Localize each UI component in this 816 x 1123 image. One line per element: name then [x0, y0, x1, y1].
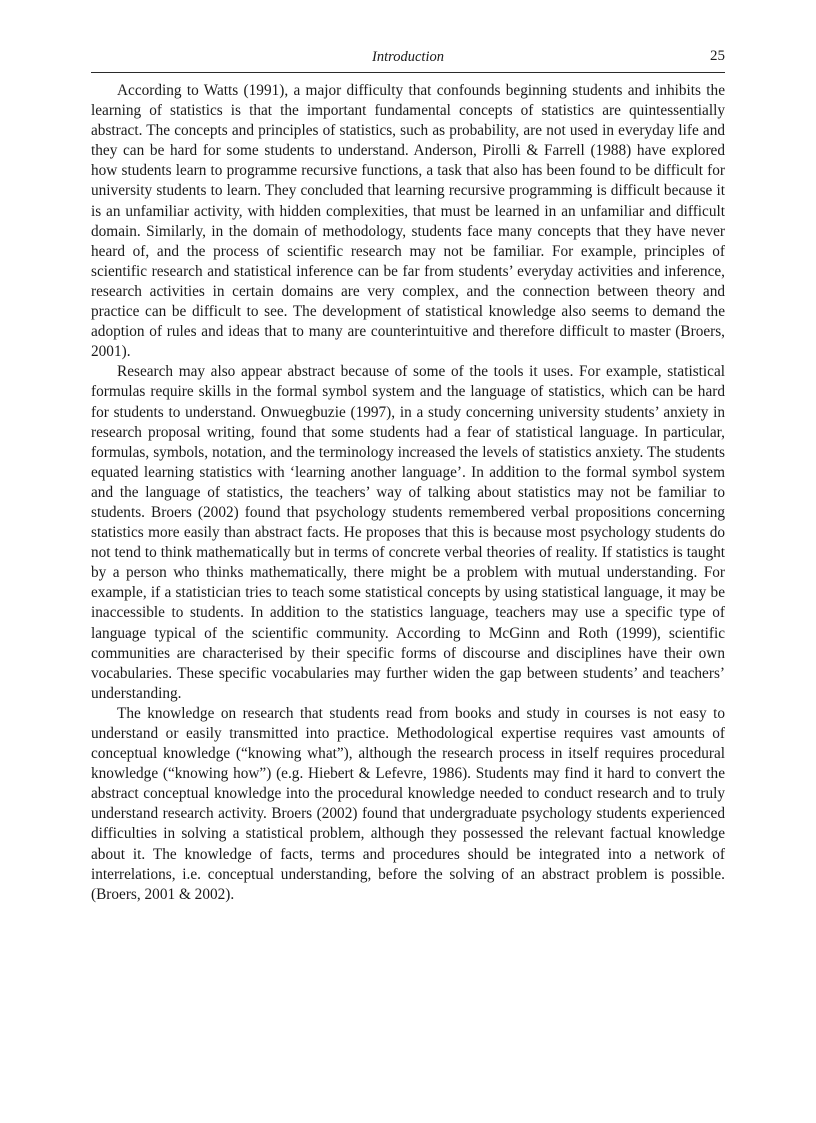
paragraph: Research may also appear abstract because of some of the tools it uses. For example, statistical formulas require skills in the formal symbol system and the language of statistics, which can be hard for students to understand. Onwuegbuzie (1997), in a study concerning university students’ anxiety in research proposal writing, found that some students had a fear of statistical language. In particular, formulas, symbols, notation, and the terminology increased the levels of statistics anxiety. The students equated learning statistics with ‘learning another language’. In addition to the formal symbol system and the language of statistics, the teachers’ way of talking about statistics may not be familiar to students. Broers (2002) found that psychology students remembered verbal propositions concerning statistics more easily than abstract facts. He proposes that this is because most psychology students do not tend to think mathematically but in terms of concrete verbal theories of reality. If statistics is taught by a person who thinks mathematically, there might be a problem with mutual understanding. For example, if a statistician tries to teach some statistical concepts by using statistical language, it may be inaccessible to students. In addition to the statistics language, teachers may use a specific type of language typical of the scientific community. According to McGinn and Roth (1999), scientific communities are characterised by their specific forms of discourse and disciplines have their own vocabularies. These specific vocabularies may further widen the gap between students’ and teachers’ understanding.: [91, 363, 725, 702]
paragraph: According to Watts (1991), a major difficulty that confounds beginning students and inhibits the learning of statistics is that the important fundamental concepts of statistics are quintessentially abstract. The concepts and principles of statistics, such as probability, are not used in everyday life and they can be hard for some students to understand. Anderson, Pirolli & Farrell (1988) have explored how students learn to programme recursive functions, a task that also has been found to be difficult for university students to learn. They concluded that learning recursive programming is difficult because it is an unfamiliar activity, with hidden complexities, that must be learned in an unfamiliar and difficult domain. Similarly, in the domain of methodology, students face many concepts that they have never heard of, and the process of scientific research may not be familiar. For example, principles of scientific research and statistical inference can be far from students’ everyday activities and inference, research activities in certain domains are very complex, and the connection between theory and practice can be difficult to see. The development of statistical knowledge also seems to demand the adoption of rules and ideas that to many are counterintuitive and therefore difficult to master (Broers, 2001).: [91, 82, 725, 361]
page-number: 25: [710, 48, 725, 64]
book-page: [91, 48, 725, 905]
running-title: Introduction: [372, 49, 444, 65]
paragraph: The knowledge on research that students read from books and study in courses is not easy to understand or easily transmitted into practice. Methodological expertise requires vast amounts of conceptual knowledge (“knowing what”), although the research process in itself requires procedural knowledge (“knowing how”) (e.g. Hiebert & Lefevre, 1986). Students may find it hard to convert the abstract conceptual knowledge into the procedural knowledge needed to conduct research and to truly understand research activity. Broers (2002) found that undergraduate psychology students experienced difficulties in solving a statistical problem, although they possessed the relevant factual knowledge about it. The knowledge of facts, terms and procedures should be integrated into a network of interrelations, i.e. conceptual understanding, before the solving of an abstract problem is possible. (Broers, 2001 & 2002).: [91, 704, 725, 903]
body-text: [91, 81, 725, 905]
running-header: [91, 48, 725, 73]
